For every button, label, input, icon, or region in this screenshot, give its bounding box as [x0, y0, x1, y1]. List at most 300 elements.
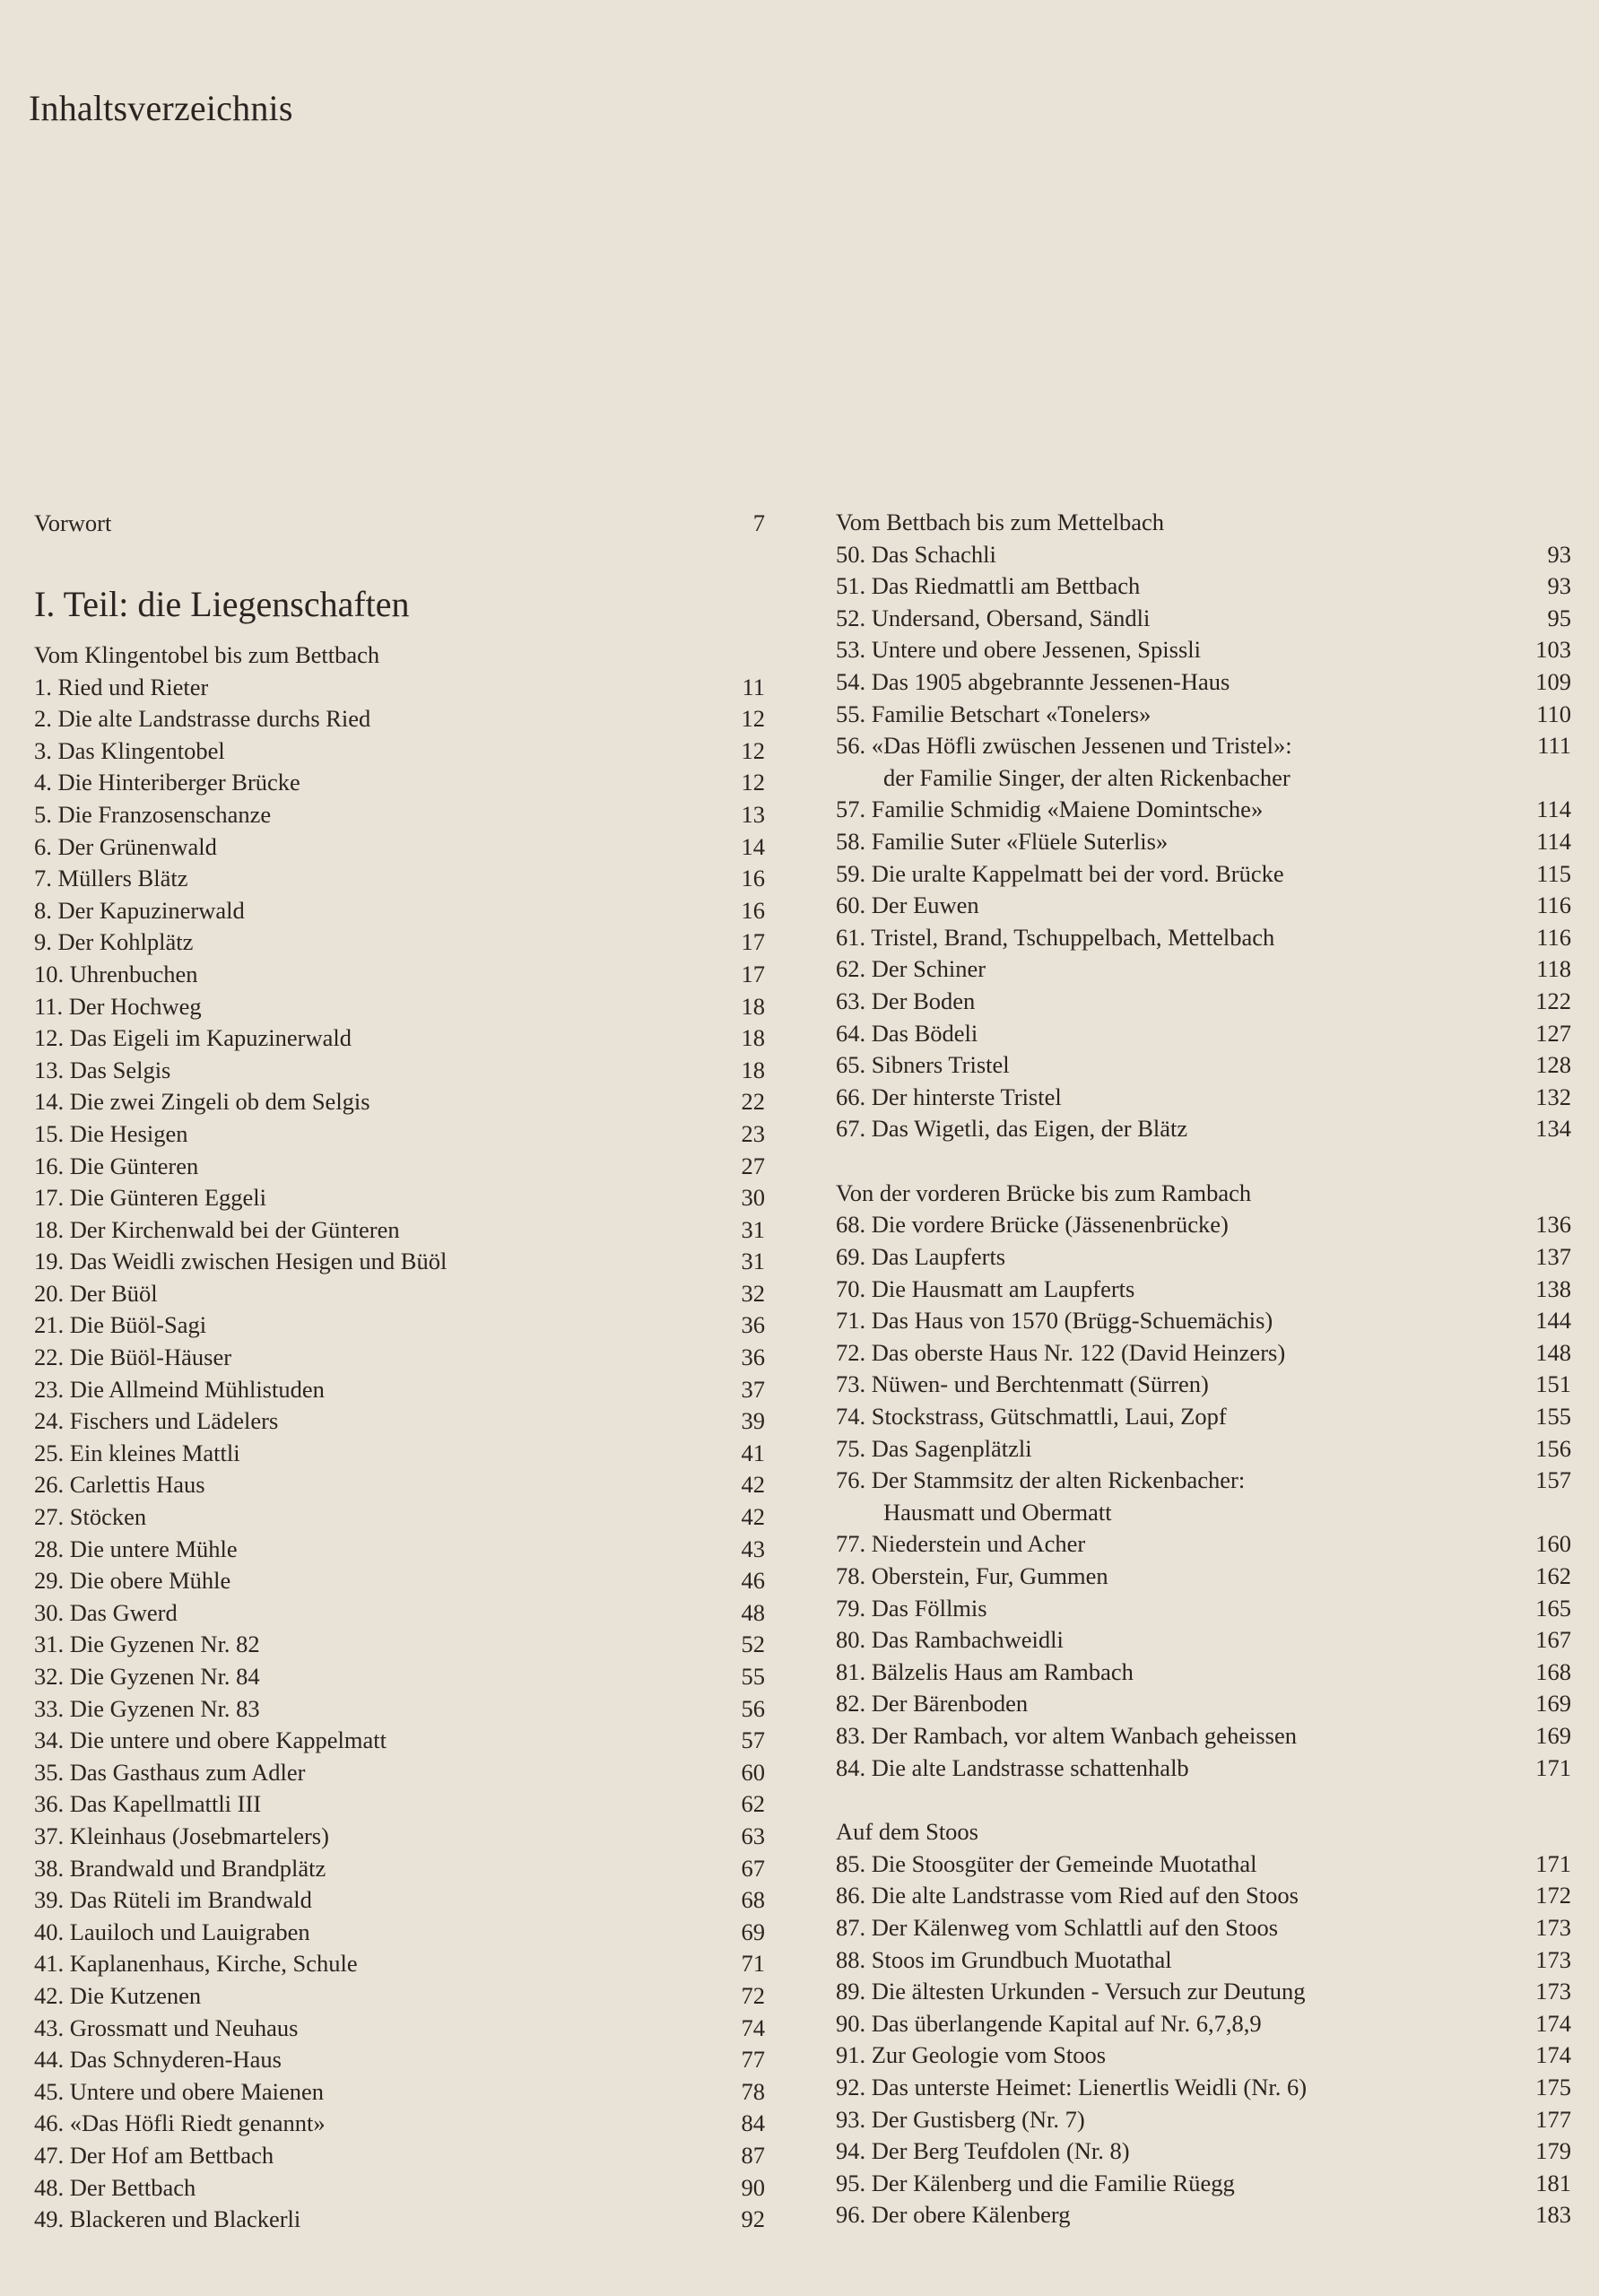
- toc-entry-title: 33. Die Gyzenen Nr. 83: [34, 1694, 260, 1722]
- toc-entry-title: 77. Niederstein und Acher: [836, 1530, 1086, 1558]
- toc-entry-title: 37. Kleinhaus (Josebmartelers): [34, 1822, 329, 1849]
- toc-entry-page: 174: [1535, 2041, 1571, 2069]
- toc-entry: [34, 1214, 765, 1247]
- toc-entry-title: 63. Der Boden: [836, 987, 976, 1014]
- toc-entry-title: 90. Das überlangende Kapital auf Nr. 6,7,8,9: [836, 2009, 1262, 2037]
- toc-entries-left: [34, 672, 765, 2236]
- toc-entry-title: 32. Die Gyzenen Nr. 84: [34, 1663, 260, 1690]
- toc-entry-page: 93: [1547, 572, 1571, 600]
- toc-entry: [34, 2108, 765, 2140]
- toc-entry-title: 15. Die Hesigen: [34, 1119, 188, 1147]
- toc-entry: [836, 1752, 1571, 1785]
- toc-entry-title: 73. Nüwen- und Berchtenmatt (Sürren): [836, 1370, 1209, 1398]
- toc-entry: [34, 1374, 765, 1406]
- toc-entry-title: 75. Das Sagenplätzli: [836, 1434, 1032, 1462]
- toc-entry-title: 25. Ein kleines Mattli: [34, 1439, 240, 1466]
- toc-entry-title: 1. Ried und Rieter: [34, 673, 209, 700]
- toc-entry-page: 30: [741, 1184, 765, 1212]
- section-heading: Vom Klingentobel bis zum Bettbach: [34, 641, 380, 668]
- toc-entry: [836, 570, 1571, 603]
- toc-entry-title: Hausmatt und Obermatt: [883, 1498, 1112, 1526]
- toc-entry-page: 95: [1547, 604, 1571, 631]
- toc-entry-page: 55: [741, 1663, 765, 1690]
- toc-entry: [836, 2168, 1571, 2200]
- toc-entry-page: 48: [741, 1598, 765, 1626]
- toc-entry: [34, 1725, 765, 1757]
- toc-entry: [836, 858, 1571, 891]
- toc-entry-title: 4. Die Hinteriberger Brücke: [34, 769, 300, 796]
- toc-entry-title: 28. Die untere Mühle: [34, 1535, 238, 1562]
- toc-entry: [34, 2172, 765, 2205]
- toc-entry: [34, 1342, 765, 1374]
- toc-entry: [836, 953, 1571, 986]
- toc-entry-title: 34. Die untere und obere Kappelmatt: [34, 1726, 387, 1754]
- toc-entry-title: Vorwort: [34, 509, 112, 536]
- toc-entry-title: 11. Der Hochweg: [34, 992, 202, 1020]
- toc-entry-page: 171: [1535, 1753, 1571, 1781]
- toc-entry: [836, 922, 1571, 954]
- toc-entry: [836, 1976, 1571, 2008]
- toc-entry: [836, 1369, 1571, 1401]
- toc-entry-page: 171: [1535, 1849, 1571, 1877]
- toc-entry-title: 38. Brandwald und Brandplätz: [34, 1854, 326, 1882]
- toc-entry-page: 110: [1536, 700, 1571, 727]
- toc-entry-title: 89. Die ältesten Urkunden - Versuch zur Deutung: [836, 1978, 1306, 2005]
- toc-entry: [34, 1788, 765, 1821]
- toc-entry-title: 29. Die obere Mühle: [34, 1567, 231, 1595]
- toc-entry-page: 111: [1537, 732, 1571, 760]
- toc-entry-title: 51. Das Riedmattli am Bettbach: [836, 572, 1141, 600]
- toc-entry-title: 82. Der Bärenboden: [836, 1690, 1029, 1718]
- toc-entry-title: 76. Der Stammsitz der alten Rickenbacher:: [836, 1466, 1246, 1494]
- toc-entry: [836, 1624, 1571, 1657]
- toc-entry: [836, 2135, 1571, 2168]
- toc-entry-page: 148: [1535, 1338, 1571, 1366]
- toc-entry: [34, 1151, 765, 1183]
- toc-entry: [34, 1405, 765, 1438]
- toc-entry-page: 52: [741, 1631, 765, 1658]
- toc-entry-title: 65. Sibners Tristel: [836, 1051, 1010, 1079]
- toc-entry-title: 20. Der Büöl: [34, 1279, 158, 1307]
- toc-entry: [34, 1022, 765, 1055]
- toc-entry: [34, 1917, 765, 1949]
- toc-entry: [836, 1337, 1571, 1370]
- section-heading: Auf dem Stoos: [836, 1818, 978, 1846]
- toc-entry-title: 69. Das Laupferts: [836, 1243, 1006, 1271]
- toc-entry: [836, 1082, 1571, 1114]
- toc-entry-page: 43: [741, 1535, 765, 1562]
- toc-entry-page: 69: [741, 1918, 765, 1945]
- toc-entry: [34, 1086, 765, 1118]
- toc-entry-page: 92: [741, 2205, 765, 2233]
- toc-entry-page: 31: [741, 1248, 765, 1275]
- toc-entry-page: 167: [1535, 1626, 1571, 1654]
- toc-entry-page: 103: [1535, 636, 1571, 664]
- toc-entry: [836, 1018, 1571, 1050]
- toc-entry-continuation: [836, 762, 1571, 795]
- toc-entry-page: 18: [741, 1024, 765, 1052]
- section-gap: [836, 1145, 1571, 1178]
- toc-entry: [836, 1657, 1571, 1689]
- toc-entry-page: 90: [741, 2173, 765, 2201]
- toc-entry-page: 39: [741, 1407, 765, 1435]
- toc-entry-title: 9. Der Kohlplätz: [34, 928, 194, 956]
- toc-entry-page: 17: [741, 928, 765, 956]
- toc-entry: [34, 895, 765, 927]
- toc-entry-page: 57: [741, 1726, 765, 1754]
- toc-entry-title: 31. Die Gyzenen Nr. 82: [34, 1631, 260, 1658]
- toc-entry-title: 41. Kaplanenhaus, Kirche, Schule: [34, 1950, 358, 1978]
- toc-entry-page: 46: [741, 1567, 765, 1595]
- toc-entry-continuation: [836, 1497, 1571, 1529]
- toc-entry-title: 27. Stöcken: [34, 1503, 147, 1531]
- toc-entry-page: 114: [1536, 827, 1571, 855]
- toc-entry-page: 71: [741, 1950, 765, 1978]
- toc-entry-page: 157: [1535, 1466, 1571, 1494]
- toc-entry-page: 18: [741, 992, 765, 1020]
- toc-entry-title: 45. Untere und obere Maienen: [34, 2077, 325, 2105]
- toc-entry: [34, 1278, 765, 1310]
- toc-entry-page: 165: [1535, 1594, 1571, 1622]
- toc-entry-page: 78: [741, 2077, 765, 2105]
- toc-entry-page: 114: [1536, 796, 1571, 823]
- toc-entry: [34, 2076, 765, 2109]
- toc-entry: [836, 890, 1571, 922]
- toc-entry: [34, 2044, 765, 2076]
- toc-entry-page: 22: [741, 1088, 765, 1116]
- toc-entry: [34, 959, 765, 991]
- toc-entry-page: 155: [1535, 1403, 1571, 1431]
- toc-entry-page: 127: [1535, 1019, 1571, 1047]
- toc-entry: [34, 2204, 765, 2236]
- toc-entry-page: 93: [1547, 540, 1571, 568]
- toc-entry-title: 26. Carlettis Haus: [34, 1471, 205, 1499]
- toc-entry-title: der Familie Singer, der alten Rickenbacher: [883, 763, 1290, 791]
- toc-entry: [836, 2008, 1571, 2040]
- toc-entry: [836, 1880, 1571, 1912]
- toc-entry-title: 94. Der Berg Teufdolen (Nr. 8): [836, 2137, 1130, 2165]
- toc-entry-page: 179: [1535, 2137, 1571, 2165]
- toc-entry-title: 13. Das Selgis: [34, 1056, 171, 1083]
- toc-entry-page: 31: [741, 1215, 765, 1243]
- toc-entry: [836, 1401, 1571, 1433]
- toc-entry-page: 132: [1535, 1083, 1571, 1110]
- toc-entry: [836, 603, 1571, 635]
- toc-entry-vorwort: [34, 507, 765, 562]
- toc-entry: [34, 1469, 765, 1501]
- toc-entry-page: 7: [752, 509, 765, 536]
- toc-entry-title: 21. Die Büöl-Sagi: [34, 1311, 207, 1339]
- toc-entry-title: 2. Die alte Landstrasse durchs Ried: [34, 705, 371, 733]
- toc-entry-title: 48. Der Bettbach: [34, 2173, 196, 2201]
- toc-entry-page: 36: [741, 1344, 765, 1371]
- toc-entry-page: 72: [741, 1981, 765, 2009]
- toc-entry: [34, 2140, 765, 2172]
- toc-entry-title: 79. Das Föllmis: [836, 1594, 987, 1622]
- toc-entry-page: 168: [1535, 1657, 1571, 1685]
- toc-entry-page: 156: [1535, 1434, 1571, 1462]
- toc-entry: [836, 1433, 1571, 1465]
- toc-entry-title: 67. Das Wigetli, das Eigen, der Blätz: [836, 1115, 1188, 1143]
- toc-entry-page: 63: [741, 1822, 765, 1849]
- toc-entry-page: 41: [741, 1439, 765, 1466]
- toc-entry-title: 85. Die Stoosgüter der Gemeinde Muotathal: [836, 1849, 1257, 1877]
- toc-entry-page: 17: [741, 960, 765, 987]
- toc-entry: [836, 1241, 1571, 1274]
- toc-entry-page: 138: [1535, 1274, 1571, 1302]
- toc-entry-title: 62. Der Schiner: [836, 955, 986, 983]
- toc-entry-page: 162: [1535, 1562, 1571, 1589]
- toc-entry-page: 160: [1535, 1530, 1571, 1558]
- toc-entry-title: 84. Die alte Landstrasse schattenhalb: [836, 1753, 1189, 1781]
- toc-entry: [836, 2199, 1571, 2231]
- toc-entry-page: 37: [741, 1375, 765, 1403]
- toc-entry-title: 36. Das Kapellmattli III: [34, 1790, 262, 1818]
- toc-entry-page: 62: [741, 1790, 765, 1818]
- toc-entry: [836, 1848, 1571, 1881]
- toc-entry: [836, 1049, 1571, 1082]
- toc-entry-title: 35. Das Gasthaus zum Adler: [34, 1758, 306, 1786]
- toc-entry-page: 16: [741, 896, 765, 924]
- toc-entry-page: 68: [741, 1886, 765, 1914]
- toc-entry-title: 5. Die Franzosenschanze: [34, 800, 272, 828]
- toc-entry: [34, 1055, 765, 1087]
- toc-entry: [836, 1912, 1571, 1944]
- toc-entry-page: 136: [1535, 1211, 1571, 1239]
- toc-entry-title: 60. Der Euwen: [836, 891, 979, 919]
- toc-entry-title: 64. Das Bödeli: [836, 1019, 978, 1047]
- toc-entry: [34, 1853, 765, 1885]
- toc-entry-title: 12. Das Eigeli im Kapuzinerwald: [34, 1024, 352, 1052]
- section-heading: Vom Bettbach bis zum Mettelbach: [836, 509, 1165, 535]
- toc-entry: [34, 767, 765, 799]
- toc-entry-title: 44. Das Schnyderen-Haus: [34, 2046, 282, 2074]
- toc-entry-page: 60: [741, 1758, 765, 1786]
- toc-entry: [836, 1720, 1571, 1752]
- toc-entry-page: 13: [741, 800, 765, 828]
- toc-entry: [836, 1944, 1571, 1977]
- toc-entry-page: 12: [741, 736, 765, 764]
- toc-entry: [34, 1597, 765, 1630]
- toc-entry: [34, 1661, 765, 1693]
- toc-entry-title: 16. Die Günteren: [34, 1152, 199, 1179]
- toc-entry: [836, 1305, 1571, 1337]
- toc-entry-title: 55. Familie Betschart «Tonelers»: [836, 700, 1151, 727]
- toc-entry-page: 118: [1536, 955, 1571, 983]
- toc-entry-page: 12: [741, 769, 765, 796]
- toc-entry-page: 27: [741, 1152, 765, 1179]
- toc-entry-page: 175: [1535, 2073, 1571, 2100]
- toc-entry: [836, 539, 1571, 571]
- page-title: Inhaltsverzeichnis: [29, 87, 293, 128]
- toc-entry-title: 30. Das Gwerd: [34, 1598, 178, 1626]
- toc-entry: [34, 1438, 765, 1470]
- toc-entry-title: 6. Der Grünenwald: [34, 832, 217, 860]
- toc-entry-page: 137: [1535, 1243, 1571, 1271]
- toc-entry-title: 83. Der Rambach, vor altem Wanbach geheissen: [836, 1721, 1297, 1749]
- toc-entry: [836, 1465, 1571, 1497]
- toc-entry-page: 116: [1536, 923, 1571, 951]
- toc-entry: [34, 1821, 765, 1853]
- toc-entry-title: 54. Das 1905 abgebrannte Jessenen-Haus: [836, 667, 1230, 695]
- toc-entry: [34, 831, 765, 864]
- toc-entry: [34, 799, 765, 831]
- toc-entry-page: 169: [1535, 1721, 1571, 1749]
- toc-entry: [836, 826, 1571, 858]
- toc-entry-title: 50. Das Schachli: [836, 540, 996, 568]
- toc-entry: [34, 991, 765, 1023]
- toc-entry-page: 11: [742, 673, 765, 700]
- toc-entry-title: 40. Lauiloch und Lauigraben: [34, 1918, 310, 1945]
- part-heading: I. Teil: die Liegenschaften: [34, 584, 410, 624]
- toc-entry: [836, 2072, 1571, 2104]
- toc-entry-page: 18: [741, 1056, 765, 1083]
- toc-entry: [836, 986, 1571, 1018]
- toc-entry: [836, 1209, 1571, 1241]
- toc-entry: [34, 863, 765, 895]
- toc-entry-page: 36: [741, 1311, 765, 1339]
- toc-entry-title: 56. «Das Höfli zwüschen Jessenen und Tristel»:: [836, 732, 1292, 760]
- toc-entry-title: 19. Das Weidli zwischen Hesigen und Büöl: [34, 1248, 448, 1275]
- toc-entry-title: 43. Grossmatt und Neuhaus: [34, 2013, 299, 2041]
- toc-entry-page: 177: [1535, 2105, 1571, 2133]
- toc-entry: [34, 1757, 765, 1789]
- toc-entry: [34, 1629, 765, 1661]
- toc-entry-page: 172: [1535, 1882, 1571, 1909]
- toc-entry-page: 115: [1536, 859, 1571, 887]
- toc-entry-title: 91. Zur Geologie vom Stoos: [836, 2041, 1107, 2069]
- toc-entry: [836, 1593, 1571, 1625]
- toc-entry-page: 74: [741, 2013, 765, 2041]
- toc-entry-page: 181: [1535, 2169, 1571, 2196]
- toc-entry-title: 24. Fischers und Lädelers: [34, 1407, 279, 1435]
- toc-entry-title: 47. Der Hof am Bettbach: [34, 2141, 274, 2169]
- toc-entry-page: 144: [1535, 1307, 1571, 1335]
- toc-entry-page: 122: [1535, 987, 1571, 1014]
- toc-entry-title: 59. Die uralte Kappelmatt bei der vord. Brücke: [836, 859, 1284, 887]
- toc-entry-page: 84: [741, 2109, 765, 2137]
- toc-entry: [34, 1948, 765, 1980]
- toc-entry-title: 57. Familie Schmidig «Maiene Domintsche»: [836, 796, 1264, 823]
- toc-entry-page: 12: [741, 705, 765, 733]
- toc-entry-title: 71. Das Haus von 1570 (Brügg-Schuemächis): [836, 1307, 1273, 1335]
- toc-entry-page: 183: [1535, 2201, 1571, 2229]
- toc-entry: [836, 1528, 1571, 1561]
- toc-entry-page: 14: [741, 832, 765, 860]
- toc-entry: [34, 2013, 765, 2045]
- toc-entry-page: 173: [1535, 1945, 1571, 1973]
- toc-entry: [836, 666, 1571, 699]
- toc-entry: [836, 730, 1571, 762]
- toc-entry-title: 81. Bälzelis Haus am Rambach: [836, 1657, 1134, 1685]
- toc-entry-title: 72. Das oberste Haus Nr. 122 (David Heinzers): [836, 1338, 1286, 1366]
- toc-entry-title: 3. Das Klingentobel: [34, 736, 225, 764]
- toc-entry-title: 17. Die Günteren Eggeli: [34, 1184, 267, 1212]
- toc-entry-title: 61. Tristel, Brand, Tschuppelbach, Mettelbach: [836, 923, 1275, 951]
- section-heading: Von der vorderen Brücke bis zum Rambach: [836, 1178, 1252, 1206]
- toc-left-column: [34, 507, 765, 2236]
- toc-entry: [34, 1884, 765, 1917]
- toc-entry: [836, 2039, 1571, 2072]
- toc-entry-title: 49. Blackeren und Blackerli: [34, 2205, 301, 2233]
- toc-entry-title: 70. Die Hausmatt am Laupferts: [836, 1274, 1135, 1302]
- toc-entry-title: 78. Oberstein, Fur, Gummen: [836, 1562, 1108, 1589]
- toc-entry-page: 23: [741, 1119, 765, 1147]
- toc-entry: [34, 672, 765, 704]
- toc-entry: [836, 1688, 1571, 1720]
- toc-entry-title: 8. Der Kapuzinerwald: [34, 896, 245, 924]
- toc-entry-title: 88. Stoos im Grundbuch Muotathal: [836, 1945, 1172, 1973]
- toc-entry-page: 174: [1535, 2009, 1571, 2037]
- toc-entry-page: 87: [741, 2141, 765, 2169]
- toc-entry-title: 10. Uhrenbuchen: [34, 960, 198, 987]
- toc-entry: [34, 1534, 765, 1566]
- toc-entry-page: 173: [1535, 1913, 1571, 1941]
- toc-entry: [34, 926, 765, 959]
- toc-entry-page: 42: [741, 1471, 765, 1499]
- toc-entry-title: 18. Der Kirchenwald bei der Günteren: [34, 1215, 400, 1243]
- toc-entry: [34, 1501, 765, 1534]
- toc-entry-title: 66. Der hinterste Tristel: [836, 1083, 1062, 1110]
- toc-entry: [34, 1565, 765, 1597]
- toc-entry-page: 169: [1535, 1690, 1571, 1718]
- toc-entry: [34, 1182, 765, 1214]
- toc-entry-page: 16: [741, 865, 765, 892]
- toc-entry-page: 151: [1535, 1370, 1571, 1398]
- toc-entry: [836, 1561, 1571, 1593]
- toc-entry: [34, 735, 765, 768]
- toc-entry: [34, 1693, 765, 1726]
- toc-entry-title: 42. Die Kutzenen: [34, 1981, 202, 2009]
- toc-entry-title: 96. Der obere Kälenberg: [836, 2201, 1071, 2229]
- toc-entry-title: 86. Die alte Landstrasse vom Ried auf den Stoos: [836, 1882, 1299, 1909]
- toc-entry-page: 134: [1535, 1115, 1571, 1143]
- toc-entry-title: 68. Die vordere Brücke (Jässenenbrücke): [836, 1211, 1229, 1239]
- toc-right-column: [836, 507, 1571, 2231]
- toc-entry-title: 46. «Das Höfli Riedt genannt»: [34, 2109, 326, 2137]
- toc-entry: [836, 794, 1571, 826]
- toc-entry-title: 87. Der Kälenweg vom Schlattli auf den Stoos: [836, 1913, 1279, 1941]
- section-gap: [836, 1784, 1571, 1816]
- toc-entry-page: 77: [741, 2046, 765, 2074]
- toc-entry-title: 7. Müllers Blätz: [34, 865, 188, 892]
- toc-entry-title: 58. Familie Suter «Flüele Suterlis»: [836, 827, 1169, 855]
- toc-entry-title: 93. Der Gustisberg (Nr. 7): [836, 2105, 1085, 2133]
- toc-entry: [34, 1246, 765, 1278]
- toc-entry-page: 128: [1535, 1051, 1571, 1079]
- toc-entry-page: 56: [741, 1694, 765, 1722]
- toc-entry-title: 23. Die Allmeind Mühlistuden: [34, 1375, 325, 1403]
- toc-entry-title: 22. Die Büöl-Häuser: [34, 1344, 232, 1371]
- toc-entry-title: 52. Undersand, Obersand, Sändli: [836, 604, 1151, 631]
- toc-entry-title: 53. Untere und obere Jessenen, Spissli: [836, 636, 1201, 664]
- toc-entry-page: 173: [1535, 1978, 1571, 2005]
- toc-entry-title: 39. Das Rüteli im Brandwald: [34, 1886, 312, 1914]
- toc-entry: [34, 1309, 765, 1342]
- toc-entry: [836, 1274, 1571, 1306]
- toc-entry-title: 92. Das unterste Heimet: Lienertlis Weidli (Nr. 6): [836, 2073, 1308, 2100]
- toc-entry: [34, 1118, 765, 1151]
- toc-entry-page: 42: [741, 1503, 765, 1531]
- toc-entry: [34, 703, 765, 735]
- toc-entry-page: 67: [741, 1854, 765, 1882]
- toc-entry-page: 32: [741, 1279, 765, 1307]
- toc-entry: [836, 2104, 1571, 2136]
- toc-entry: [836, 1113, 1571, 1145]
- toc-entry-title: 14. Die zwei Zingeli ob dem Selgis: [34, 1088, 370, 1116]
- toc-entry-title: 80. Das Rambachweidli: [836, 1626, 1064, 1654]
- toc-entry: [34, 1980, 765, 2013]
